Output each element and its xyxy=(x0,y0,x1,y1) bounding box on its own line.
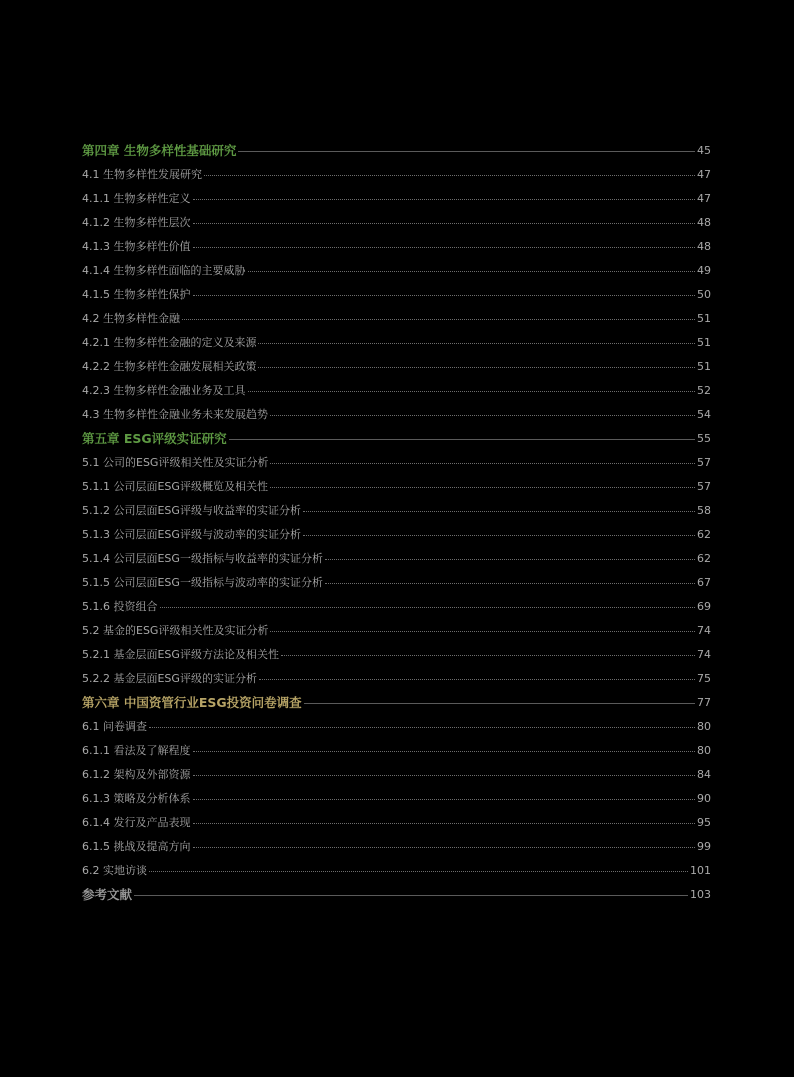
toc-entry-row[interactable] xyxy=(82,282,711,306)
toc-entry-row[interactable] xyxy=(82,762,711,786)
toc-entry-row[interactable] xyxy=(82,570,711,594)
toc-entry-title: 5.1.6 投资组合 xyxy=(82,600,158,613)
toc-dot-leader xyxy=(248,271,696,272)
toc-entry-title: 6.2 实地访谈 xyxy=(82,864,147,877)
toc-entry-title: 5.2.1 基金层面ESG评级方法论及相关性 xyxy=(82,648,279,661)
toc-entry-row[interactable] xyxy=(82,402,711,426)
toc-dot-leader xyxy=(193,799,696,800)
toc-entry-title: 6.1.1 看法及了解程度 xyxy=(82,744,191,757)
toc-page-number: 80 xyxy=(697,743,711,757)
toc-dot-leader xyxy=(193,751,696,752)
toc-dot-leader xyxy=(248,391,696,392)
toc-page-number: 95 xyxy=(697,815,711,829)
toc-entry-title: 6.1 问卷调查 xyxy=(82,720,147,733)
toc-entry-row[interactable] xyxy=(82,834,711,858)
toc-entry-row[interactable] xyxy=(82,258,711,282)
toc-entry-row[interactable] xyxy=(82,738,711,762)
toc-entry-title: 4.1.2 生物多样性层次 xyxy=(82,216,191,229)
toc-chapter-title: 参考文献 xyxy=(82,887,133,902)
toc-entry-title: 4.1.4 生物多样性面临的主要威胁 xyxy=(82,264,246,277)
toc-entry-title: 4.1.3 生物多样性价值 xyxy=(82,240,191,253)
toc-page-number: 48 xyxy=(697,239,711,253)
toc-entry-title: 4.1 生物多样性发展研究 xyxy=(82,168,202,181)
toc-chapter-title: 第四章 生物多样性基础研究 xyxy=(82,143,237,158)
toc-page-number: 62 xyxy=(697,551,711,565)
toc-page-number: 49 xyxy=(697,263,711,277)
toc-page-number: 101 xyxy=(690,863,711,877)
toc-entry-title: 5.1.1 公司层面ESG评级概览及相关性 xyxy=(82,480,268,493)
toc-entry-title: 4.2.3 生物多样性金融业务及工具 xyxy=(82,384,246,397)
toc-entry-row[interactable] xyxy=(82,642,711,666)
toc-entry-row[interactable] xyxy=(82,858,711,882)
toc-dot-leader xyxy=(193,847,696,848)
toc-entry-row[interactable] xyxy=(82,186,711,210)
toc-page-number: 47 xyxy=(697,167,711,181)
toc-page-number: 55 xyxy=(697,431,711,445)
toc-page-number: 51 xyxy=(697,335,711,349)
toc-entry-title: 6.1.2 架构及外部资源 xyxy=(82,768,191,781)
toc-entry-row[interactable] xyxy=(82,474,711,498)
toc-dot-leader xyxy=(149,727,695,728)
toc-entry-title: 4.2.2 生物多样性金融发展相关政策 xyxy=(82,360,257,373)
toc-entry-title: 5.1.4 公司层面ESG一级指标与收益率的实证分析 xyxy=(82,552,323,565)
toc-page-number: 74 xyxy=(697,623,711,637)
toc-dot-leader xyxy=(270,415,695,416)
toc-page-number: 47 xyxy=(697,191,711,205)
toc-dot-leader xyxy=(325,583,695,584)
toc-chapter-title: 第六章 中国资管行业ESG投资问卷调查 xyxy=(82,695,302,710)
toc-entry-title: 4.2.1 生物多样性金融的定义及来源 xyxy=(82,336,257,349)
toc-entry-row[interactable] xyxy=(82,810,711,834)
toc-entry-row[interactable] xyxy=(82,162,711,186)
toc-chapter-title: 第五章 ESG评级实证研究 xyxy=(82,431,227,446)
toc-page-number: 69 xyxy=(697,599,711,613)
toc-dot-leader xyxy=(149,871,688,872)
toc-entry-row[interactable] xyxy=(82,306,711,330)
toc-entry-title: 4.1.5 生物多样性保护 xyxy=(82,288,191,301)
toc-entry-row[interactable] xyxy=(82,522,711,546)
toc-page-number: 90 xyxy=(697,791,711,805)
toc-dot-leader xyxy=(258,367,695,368)
toc-dot-leader xyxy=(134,895,688,896)
toc-dot-leader xyxy=(193,823,696,824)
toc-entry-row[interactable] xyxy=(82,450,711,474)
toc-entry-row[interactable] xyxy=(82,666,711,690)
toc-dot-leader xyxy=(259,679,695,680)
toc-page-number: 80 xyxy=(697,719,711,733)
toc-entry-row[interactable] xyxy=(82,498,711,522)
toc-dot-leader xyxy=(281,655,695,656)
toc-page-number: 67 xyxy=(697,575,711,589)
toc-page-number: 62 xyxy=(697,527,711,541)
toc-page-number: 50 xyxy=(697,287,711,301)
toc-page-number: 51 xyxy=(697,311,711,325)
toc-entry-title: 5.1.3 公司层面ESG评级与波动率的实证分析 xyxy=(82,528,301,541)
toc-page-number: 54 xyxy=(697,407,711,421)
toc-entry-title: 5.1.2 公司层面ESG评级与收益率的实证分析 xyxy=(82,504,301,517)
toc-entry-title: 4.3 生物多样性金融业务未来发展趋势 xyxy=(82,408,268,421)
toc-entry-row[interactable] xyxy=(82,234,711,258)
toc-page-number: 58 xyxy=(697,503,711,517)
toc-dot-leader xyxy=(193,199,696,200)
toc-chapter-row[interactable] xyxy=(82,138,711,162)
toc-page-number: 48 xyxy=(697,215,711,229)
toc-dot-leader xyxy=(303,535,695,536)
toc-dot-leader xyxy=(304,703,695,704)
toc-page-number: 51 xyxy=(697,359,711,373)
toc-entry-row[interactable] xyxy=(82,210,711,234)
toc-page-number: 99 xyxy=(697,839,711,853)
toc-chapter-row[interactable] xyxy=(82,690,711,714)
toc-entry-title: 5.2 基金的ESG评级相关性及实证分析 xyxy=(82,624,269,637)
toc-entry-row[interactable] xyxy=(82,354,711,378)
toc-dot-leader xyxy=(204,175,695,176)
toc-dot-leader xyxy=(193,295,696,296)
toc-page-number: 75 xyxy=(697,671,711,685)
toc-entry-row[interactable] xyxy=(82,378,711,402)
toc-dot-leader xyxy=(182,319,695,320)
table-of-contents xyxy=(82,138,711,906)
toc-dot-leader xyxy=(193,775,696,776)
toc-page-number: 77 xyxy=(697,695,711,709)
toc-dot-leader xyxy=(270,631,695,632)
toc-entry-row[interactable] xyxy=(82,618,711,642)
toc-page-number: 74 xyxy=(697,647,711,661)
toc-dot-leader xyxy=(325,559,695,560)
toc-page-number: 57 xyxy=(697,479,711,493)
toc-chapter-row[interactable] xyxy=(82,426,711,450)
toc-page-number: 103 xyxy=(690,887,711,901)
toc-entry-row[interactable] xyxy=(82,786,711,810)
toc-entry-title: 5.2.2 基金层面ESG评级的实证分析 xyxy=(82,672,257,685)
toc-entry-row[interactable] xyxy=(82,546,711,570)
toc-entry-title: 4.1.1 生物多样性定义 xyxy=(82,192,191,205)
toc-entry-title: 6.1.3 策略及分析体系 xyxy=(82,792,191,805)
toc-dot-leader xyxy=(160,607,696,608)
toc-entry-title: 5.1.5 公司层面ESG一级指标与波动率的实证分析 xyxy=(82,576,323,589)
toc-entry-title: 6.1.5 挑战及提高方向 xyxy=(82,840,191,853)
toc-dot-leader xyxy=(303,511,695,512)
toc-entry-title: 5.1 公司的ESG评级相关性及实证分析 xyxy=(82,456,269,469)
toc-page-number: 45 xyxy=(697,143,711,157)
toc-entry-row[interactable] xyxy=(82,594,711,618)
toc-dot-leader xyxy=(229,439,695,440)
toc-entry-title: 6.1.4 发行及产品表现 xyxy=(82,816,191,829)
toc-dot-leader xyxy=(193,223,696,224)
toc-page-number: 52 xyxy=(697,383,711,397)
toc-dot-leader xyxy=(238,151,695,152)
toc-entry-row[interactable] xyxy=(82,330,711,354)
toc-page-number: 57 xyxy=(697,455,711,469)
toc-dot-leader xyxy=(258,343,695,344)
toc-dot-leader xyxy=(270,463,695,464)
toc-page-number: 84 xyxy=(697,767,711,781)
toc-chapter-row[interactable] xyxy=(82,882,711,906)
toc-entry-title: 4.2 生物多样性金融 xyxy=(82,312,180,325)
toc-dot-leader xyxy=(270,487,695,488)
toc-entry-row[interactable] xyxy=(82,714,711,738)
toc-dot-leader xyxy=(193,247,696,248)
